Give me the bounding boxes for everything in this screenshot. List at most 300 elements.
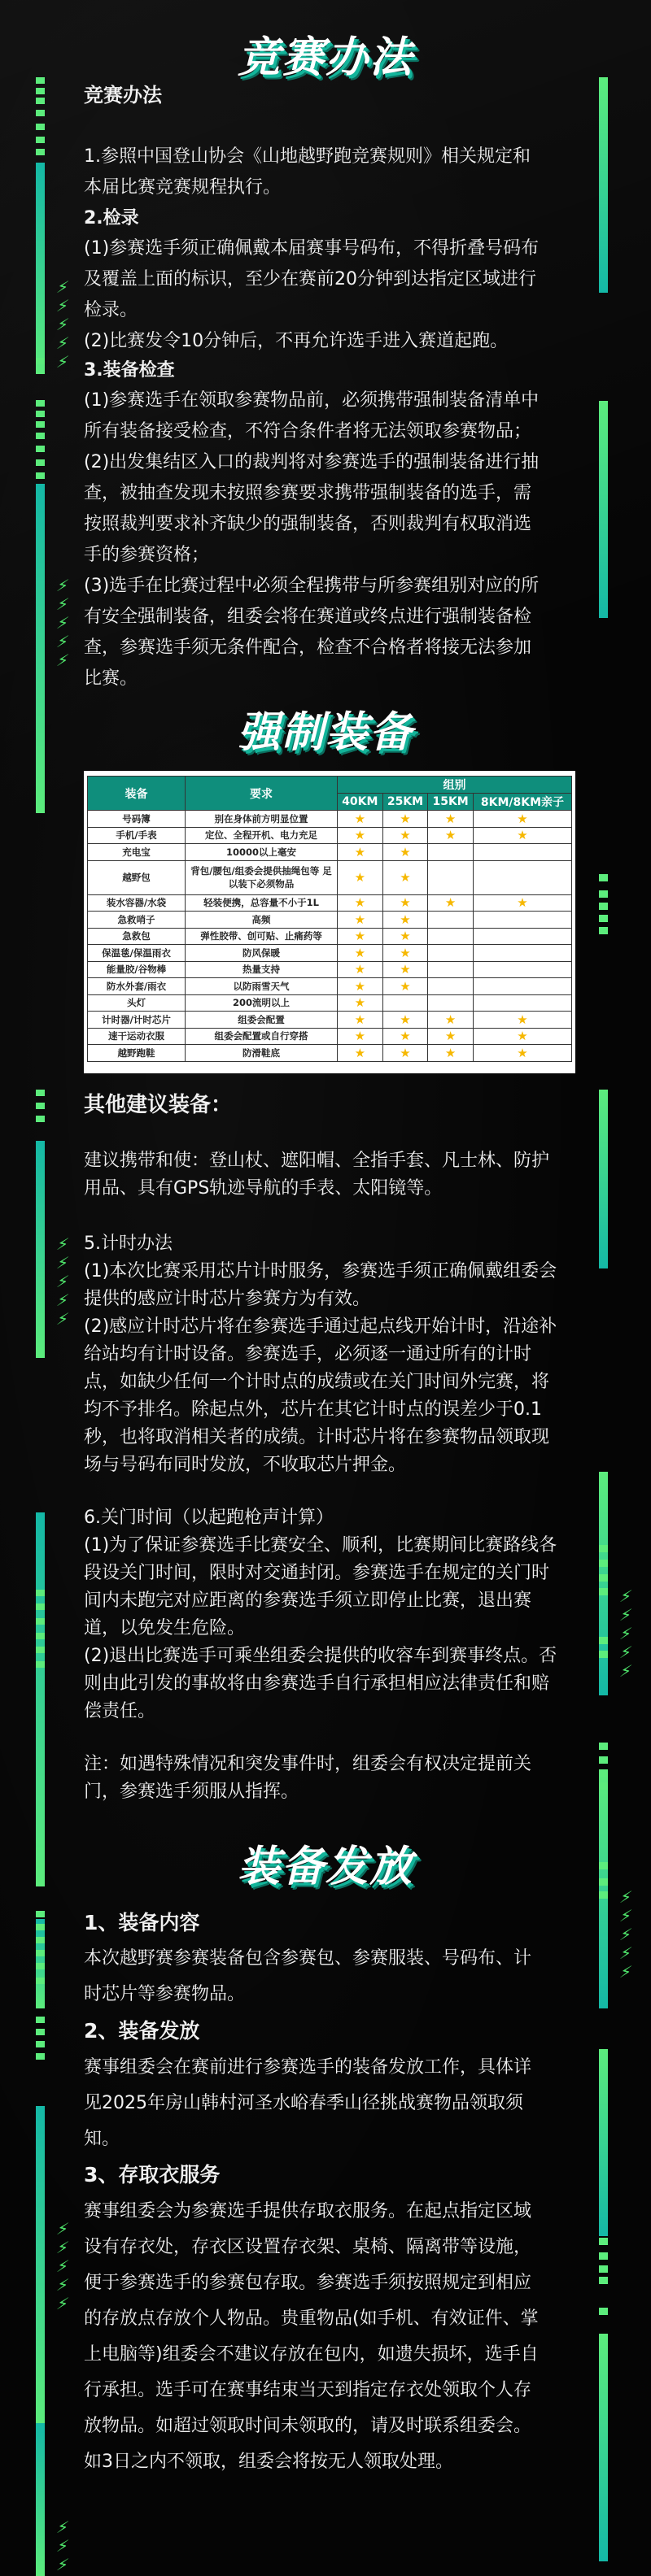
empty-cell xyxy=(428,994,474,1012)
empty-cell xyxy=(473,945,571,962)
left-dash xyxy=(36,137,45,143)
required-cell xyxy=(473,827,571,844)
right-dash xyxy=(599,1560,608,1567)
text-line: (2)比赛发令10分钟后，不再允许选手进入赛道起跑。 xyxy=(84,331,509,351)
gear-requirement: 热量支持 xyxy=(186,961,338,978)
required-cell xyxy=(382,978,428,995)
text-line: (3)选手在比赛过程中必须全程携带与所参赛组别对应的所 xyxy=(84,576,540,596)
issue-h3-block xyxy=(84,2157,572,2193)
required-cell xyxy=(338,928,383,945)
required-cell xyxy=(382,860,428,894)
required-cell xyxy=(473,811,571,828)
right-dash xyxy=(599,927,608,934)
text-line: 段设关门时间，限时对交通封闭。参赛选手在规定的关门时 xyxy=(84,1563,550,1583)
lightning-icon: ⚡ xyxy=(55,2256,71,2276)
left-dash xyxy=(36,433,45,439)
left-dash xyxy=(36,1911,45,1917)
gear-requirement: 200流明以上 xyxy=(186,994,338,1012)
section-title-rules: 竞赛办法 xyxy=(237,33,413,82)
left-dash xyxy=(36,110,45,116)
table-row xyxy=(88,961,572,978)
other-label-block xyxy=(84,1090,572,1120)
empty-cell xyxy=(473,844,571,861)
left-dash xyxy=(36,88,45,94)
left-dash xyxy=(36,2017,45,2023)
required-cell xyxy=(382,1012,428,1029)
empty-cell xyxy=(428,928,474,945)
required-cell xyxy=(473,1028,571,1045)
lightning-icon: ⚡ xyxy=(55,594,71,614)
text-line: 查，被抽查发现未按照参赛要求携带强制装备的选手，需 xyxy=(84,483,532,503)
star-icon: ★ xyxy=(400,978,411,994)
gear-item: 充电宝 xyxy=(88,844,186,861)
text-line: 及覆盖上面的标识，至少在赛前20分钟到达指定区域进行 xyxy=(84,269,536,289)
gear-requirement: 防风保暖 xyxy=(186,945,338,962)
right-dash xyxy=(599,1637,608,1644)
gear-requirement: 组委会配置 xyxy=(186,1012,338,1029)
text-line: 5.计时办法 xyxy=(84,1234,173,1254)
lightning-icon: ⚡ xyxy=(618,1661,634,1681)
text-line: 便于参赛选手的参赛包存取。参赛选手须按照规定到相应 xyxy=(84,2273,532,2293)
table-row xyxy=(88,844,572,861)
table-row xyxy=(88,860,572,894)
required-cell xyxy=(382,1028,428,1045)
text-line: 放物品。如超过领取时间未领取的，请及时联系组委会。 xyxy=(84,2416,532,2436)
left-dash xyxy=(36,1633,45,1639)
text-line: 门，参赛选手须服从指挥。 xyxy=(84,1782,299,1802)
right-dash xyxy=(599,1769,608,1777)
required-cell xyxy=(382,945,428,962)
star-icon: ★ xyxy=(517,811,528,826)
star-icon: ★ xyxy=(400,945,411,960)
left-dash xyxy=(36,1103,45,1109)
right-dash xyxy=(599,915,608,922)
left-bar xyxy=(36,2423,45,2576)
empty-cell xyxy=(473,994,571,1012)
right-bar xyxy=(599,77,608,293)
lightning-icon: ⚡ xyxy=(618,1887,634,1907)
left-bar xyxy=(36,1141,45,1358)
issue-h2: 2、装备发放 xyxy=(84,2019,200,2043)
lightning-icon: ⚡ xyxy=(55,2294,71,2313)
empty-cell xyxy=(428,978,474,995)
lightning-icon: ⚡ xyxy=(55,632,71,651)
star-icon: ★ xyxy=(354,1012,366,1027)
gear-item: 号码簿 xyxy=(88,811,186,828)
required-cell xyxy=(338,844,383,861)
empty-cell xyxy=(382,994,428,1012)
required-cell xyxy=(428,1045,474,1062)
required-cell xyxy=(338,1045,383,1062)
gear-table-card xyxy=(84,771,575,1073)
text-line: 本次越野赛参赛装备包含参赛包、参赛服装、号码布、计 xyxy=(84,1948,532,1969)
empty-cell xyxy=(428,912,474,929)
right-dash xyxy=(599,2308,608,2315)
empty-cell xyxy=(473,912,571,929)
required-cell xyxy=(473,1012,571,1029)
required-cell xyxy=(338,860,383,894)
text-line: 本届比赛竞赛规程执行。 xyxy=(84,177,282,198)
star-icon: ★ xyxy=(444,828,457,843)
text-line: 间内未跑完对应距离的参赛选手须立即停止比赛，退出赛 xyxy=(84,1590,532,1611)
star-icon: ★ xyxy=(354,895,366,911)
lightning-icon: ⚡ xyxy=(55,1253,71,1273)
section-title-issue: 装备发放 xyxy=(237,1843,413,1891)
required-cell xyxy=(338,811,383,828)
text-line: 1.参照中国登山协会《山地越野跑竞赛规则》相关规定和 xyxy=(84,146,531,167)
left-dash xyxy=(36,421,45,428)
required-cell xyxy=(338,1028,383,1045)
right-dash xyxy=(599,890,608,898)
star-icon: ★ xyxy=(517,895,528,911)
lightning-icon: ⚡ xyxy=(55,1309,71,1329)
required-cell xyxy=(382,844,428,861)
left-dash xyxy=(36,1647,45,1653)
required-cell xyxy=(382,912,428,929)
star-icon: ★ xyxy=(517,1029,528,1044)
lightning-icon: ⚡ xyxy=(618,1906,634,1925)
table-row xyxy=(88,1028,572,1045)
star-icon: ★ xyxy=(400,962,411,977)
text-line: 检录。 xyxy=(84,300,138,320)
lightning-icon: ⚡ xyxy=(55,2536,71,2556)
required-cell xyxy=(338,961,383,978)
left-dash xyxy=(36,1090,45,1096)
left-dash xyxy=(36,400,45,407)
left-dash xyxy=(36,1950,45,1956)
lightning-icon: ⚡ xyxy=(618,1943,634,1963)
star-icon: ★ xyxy=(400,870,411,885)
issue-p1 xyxy=(84,1941,572,2012)
th-group-1: 25KM xyxy=(382,794,428,811)
text-line: (2)退出比赛选手可乘坐组委会提供的收容车到赛事终点。否 xyxy=(84,1646,557,1666)
star-icon: ★ xyxy=(354,828,366,843)
table-row xyxy=(88,827,572,844)
text-line: 所有装备接受检查，不符合条件者将无法领取参赛物品； xyxy=(84,421,532,442)
required-cell xyxy=(338,978,383,995)
right-bar xyxy=(599,401,608,618)
left-dash xyxy=(36,1590,45,1596)
empty-cell xyxy=(428,961,474,978)
right-dash xyxy=(599,2252,608,2260)
star-icon: ★ xyxy=(400,1029,411,1044)
lightning-icon: ⚡ xyxy=(55,2219,71,2239)
star-icon: ★ xyxy=(354,912,366,927)
star-icon: ★ xyxy=(400,1012,411,1027)
right-dash xyxy=(599,1574,608,1582)
gear-requirement: 别在身体前方明显位置 xyxy=(186,811,338,828)
gear-item: 急救哨子 xyxy=(88,912,186,929)
right-dash xyxy=(599,1651,608,1658)
text-line: 建议携带和使：登山杖、遮阳帽、全指手套、凡士林、防护 xyxy=(84,1151,550,1171)
left-bar xyxy=(36,484,45,813)
star-icon: ★ xyxy=(354,929,366,944)
lightning-icon: ⚡ xyxy=(55,333,71,353)
left-bar xyxy=(36,2106,45,2423)
text-line: 上电脑等)组委会不建议存放在包内，如遗失损坏，选手自 xyxy=(84,2344,539,2365)
required-cell xyxy=(338,1012,383,1029)
right-dash xyxy=(599,1756,608,1764)
table-row xyxy=(88,912,572,929)
star-icon: ★ xyxy=(517,828,528,843)
required-cell xyxy=(382,827,428,844)
table-row xyxy=(88,894,572,912)
required-cell xyxy=(428,894,474,912)
star-icon: ★ xyxy=(354,870,366,885)
gear-requirement: 10000以上毫安 xyxy=(186,844,338,861)
lightning-icon: ⚡ xyxy=(55,651,71,670)
gear-requirement: 组委会配置或自行穿搭 xyxy=(186,1028,338,1045)
text-line: 行承担。选手可在赛事结束当天到指定存衣处领取个人存 xyxy=(84,2380,532,2400)
star-icon: ★ xyxy=(354,1045,366,1060)
left-dash xyxy=(36,411,45,417)
left-dash xyxy=(36,1978,45,1984)
th-group-0: 40KM xyxy=(338,794,383,811)
gear-item: 手机/手表 xyxy=(88,827,186,844)
lightning-icon: ⚡ xyxy=(55,1290,71,1310)
gear-requirement: 轻装便携，总容量不小于1L xyxy=(186,894,338,912)
text-line: 均不予排名。除起点外，芯片在其它计时点的误差少于0.1 xyxy=(84,1399,542,1420)
lightning-icon: ⚡ xyxy=(55,2275,71,2295)
required-cell xyxy=(382,1045,428,1062)
text-line: 道，以免发生危险。 xyxy=(84,1618,246,1638)
left-dash xyxy=(36,1937,45,1943)
required-cell xyxy=(382,928,428,945)
left-dash xyxy=(36,2029,45,2035)
text-line: 偿责任。 xyxy=(84,1701,156,1721)
required-cell xyxy=(473,1045,571,1062)
required-cell xyxy=(473,894,571,912)
text-line: (2)出发集结区入口的裁判将对参赛选手的强制装备进行抽 xyxy=(84,452,540,472)
issue-p2 xyxy=(84,2050,572,2157)
gear-requirement: 背包/腰包/组委会提供抽绳包等 足以装下必须物品 xyxy=(186,860,338,894)
text-line: 时芯片等参赛物品。 xyxy=(84,1984,246,2004)
left-dash xyxy=(36,1924,45,1930)
empty-cell xyxy=(473,928,571,945)
required-cell xyxy=(382,811,428,828)
table-row xyxy=(88,928,572,945)
star-icon: ★ xyxy=(517,1045,528,1060)
right-dash xyxy=(599,1743,608,1750)
other-p xyxy=(84,1147,572,1203)
timing-p xyxy=(84,1230,572,1479)
required-cell xyxy=(428,811,474,828)
gear-item: 速干运动衣服 xyxy=(88,1028,186,1045)
text-line: 点，如缺少任何一个计时点的成绩或在关门时间外完赛，将 xyxy=(84,1372,550,1392)
star-icon: ★ xyxy=(354,1029,366,1044)
required-cell xyxy=(338,912,383,929)
th-req: 要求 xyxy=(186,777,338,811)
left-dash xyxy=(36,149,45,155)
lightning-icon: ⚡ xyxy=(55,576,71,595)
lightning-icon: ⚡ xyxy=(618,1643,634,1662)
text-line: (1)为了保证参赛选手比赛安全、顺利，比赛期间比赛路线各 xyxy=(84,1535,557,1556)
required-cell xyxy=(338,827,383,844)
text-line: 秒，也将取消相关者的成绩。计时芯片将在参赛物品领取现 xyxy=(84,1427,550,1447)
required-cell xyxy=(428,827,474,844)
text-line: 赛事组委会为参赛选手提供存取衣服务。在起点指定区域 xyxy=(84,2201,532,2221)
lightning-icon: ⚡ xyxy=(55,352,71,372)
rules-p1 xyxy=(84,141,572,203)
gear-item: 越野跑鞋 xyxy=(88,1045,186,1062)
star-icon: ★ xyxy=(444,1029,457,1044)
gear-requirement: 以防雨雪天气 xyxy=(186,978,338,995)
issue-h1: 1、装备内容 xyxy=(84,1911,200,1934)
gear-item: 头灯 xyxy=(88,994,186,1012)
right-dash xyxy=(599,1782,608,1790)
text-line: 有安全强制装备，组委会将在赛道或终点进行强制装备检 xyxy=(84,607,532,627)
rules-p3 xyxy=(84,385,572,694)
text-line: 设有存衣处，存衣区设置存衣架、桌椅、隔离带等设施， xyxy=(84,2237,532,2257)
rules-s2-block xyxy=(84,203,572,234)
lightning-icon: ⚡ xyxy=(618,1962,634,1982)
left-dash xyxy=(36,2041,45,2047)
left-dash xyxy=(36,472,45,479)
right-dash xyxy=(599,2265,608,2273)
star-icon: ★ xyxy=(444,1045,457,1060)
required-cell xyxy=(338,945,383,962)
gear-item: 能量胶/谷物棒 xyxy=(88,961,186,978)
lightning-icon: ⚡ xyxy=(55,2238,71,2257)
star-icon: ★ xyxy=(354,962,366,977)
th-group-2: 15KM xyxy=(428,794,474,811)
lightning-icon: ⚡ xyxy=(618,1624,634,1643)
right-dash xyxy=(599,1588,608,1595)
gear-item: 急救包 xyxy=(88,928,186,945)
empty-cell xyxy=(428,844,474,861)
text-line: 知。 xyxy=(84,2129,120,2149)
left-dash xyxy=(36,2053,45,2060)
th-group: 组别 xyxy=(338,777,572,794)
text-line: 按照裁判要求补齐缺少的强制装备，否则裁判有权取消选 xyxy=(84,514,532,534)
rules-label: 竞赛办法 xyxy=(84,84,162,107)
star-icon: ★ xyxy=(400,811,411,826)
left-dash xyxy=(36,1661,45,1668)
lightning-icon: ⚡ xyxy=(618,1925,634,1944)
star-icon: ★ xyxy=(354,945,366,960)
gear-requirement: 防滑鞋底 xyxy=(186,1045,338,1062)
text-line: (1)参赛选手须正确佩戴本届赛事号码布，不得折叠号码布 xyxy=(84,238,540,259)
right-dash xyxy=(599,903,608,910)
text-line: 手的参赛资格； xyxy=(84,545,210,565)
star-icon: ★ xyxy=(354,995,366,1011)
left-bar xyxy=(36,163,45,374)
empty-cell xyxy=(473,978,571,995)
other-label: 其他建议装备： xyxy=(84,1093,233,1117)
empty-cell xyxy=(473,860,571,894)
left-dash xyxy=(36,1618,45,1625)
text-line: 场与号码布同时发放，不收取芯片押金。 xyxy=(84,1455,407,1475)
right-dash xyxy=(599,2277,608,2284)
table-row xyxy=(88,945,572,962)
text-line: 提供的感应计时芯片参赛方为有效。 xyxy=(84,1289,371,1309)
right-bar xyxy=(599,2334,608,2561)
cutoff-p xyxy=(84,1504,572,1725)
table-row xyxy=(88,1045,572,1062)
text-line: (1)参赛选手在领取参赛物品前，必须携带强制装备清单中 xyxy=(84,390,540,411)
left-dash xyxy=(36,358,45,364)
star-icon: ★ xyxy=(400,929,411,944)
right-dash xyxy=(599,1545,608,1552)
issue-h3: 3、存取衣服务 xyxy=(84,2163,221,2187)
star-icon: ★ xyxy=(444,1012,457,1027)
lightning-icon: ⚡ xyxy=(55,1272,71,1291)
left-dash xyxy=(36,98,45,104)
rules-s3: 3.装备检查 xyxy=(84,360,175,381)
left-dash xyxy=(36,124,45,130)
text-line: 赛事组委会在赛前进行参赛选手的装备发放工作，具体详 xyxy=(84,2057,532,2078)
empty-cell xyxy=(428,860,474,894)
text-line: 见2025年房山韩村河圣水峪春季山径挑战赛物品领取须 xyxy=(84,2093,523,2113)
required-cell xyxy=(428,1012,474,1029)
gear-requirement: 定位、全程开机、电力充足 xyxy=(186,827,338,844)
text-line: 则由此引发的事故将由参赛选手自行承担相应法律责任和赔 xyxy=(84,1673,550,1694)
star-icon: ★ xyxy=(354,978,366,994)
right-bar xyxy=(599,1472,608,1695)
text-line: 用品、具有GPS轨迹导航的手表、太阳镜等。 xyxy=(84,1178,443,1199)
gear-item: 防水外套/雨衣 xyxy=(88,978,186,995)
text-line: 注：如遇特殊情况和突发事件时，组委会有权决定提前关 xyxy=(84,1754,532,1774)
required-cell xyxy=(428,1028,474,1045)
star-icon: ★ xyxy=(400,912,411,927)
required-cell xyxy=(382,894,428,912)
section-title-gear: 强制装备 xyxy=(237,708,413,757)
star-icon: ★ xyxy=(400,1045,411,1060)
empty-cell xyxy=(428,945,474,962)
text-line: 6.关门时间（以起跑枪声计算） xyxy=(84,1508,334,1528)
table-row xyxy=(88,1012,572,1029)
empty-cell xyxy=(473,961,571,978)
gear-table xyxy=(87,776,572,1062)
left-dash xyxy=(36,459,45,466)
lightning-icon: ⚡ xyxy=(618,1605,634,1625)
rules-s3-block xyxy=(84,355,572,386)
gear-requirement: 高频 xyxy=(186,912,338,929)
left-dash xyxy=(36,1603,45,1610)
th-item: 装备 xyxy=(88,777,186,811)
text-line: 比赛。 xyxy=(84,668,138,689)
left-bar xyxy=(36,1512,45,1886)
lightning-icon: ⚡ xyxy=(55,296,71,315)
rules-label-block xyxy=(84,80,572,111)
required-cell xyxy=(338,994,383,1012)
text-line: 的存放点存放个人物品。贵重物品(如手机、有效证件、掌 xyxy=(84,2308,539,2329)
right-bar xyxy=(599,1090,608,1268)
gear-item: 装水容器/水袋 xyxy=(88,894,186,912)
right-dash xyxy=(599,2238,608,2245)
lightning-icon: ⚡ xyxy=(618,1586,634,1606)
table-row xyxy=(88,978,572,995)
star-icon: ★ xyxy=(517,1012,528,1027)
lightning-icon: ⚡ xyxy=(55,277,71,297)
star-icon: ★ xyxy=(354,811,366,826)
text-line: 给站均有计时设备。参赛选手，必须逐一通过所有的计时 xyxy=(84,1344,532,1364)
lightning-icon: ⚡ xyxy=(55,1234,71,1254)
gear-item: 越野包 xyxy=(88,860,186,894)
issue-p3 xyxy=(84,2194,572,2480)
table-row xyxy=(88,994,572,1012)
left-dash xyxy=(36,1116,45,1122)
required-cell xyxy=(338,894,383,912)
star-icon: ★ xyxy=(400,828,411,843)
star-icon: ★ xyxy=(444,895,457,911)
issue-h1-block xyxy=(84,1905,572,1941)
note-p xyxy=(84,1751,572,1806)
lightning-icon: ⚡ xyxy=(55,315,71,334)
table-row xyxy=(88,811,572,828)
lightning-icon: ⚡ xyxy=(55,2555,71,2574)
lightning-icon: ⚡ xyxy=(55,613,71,633)
